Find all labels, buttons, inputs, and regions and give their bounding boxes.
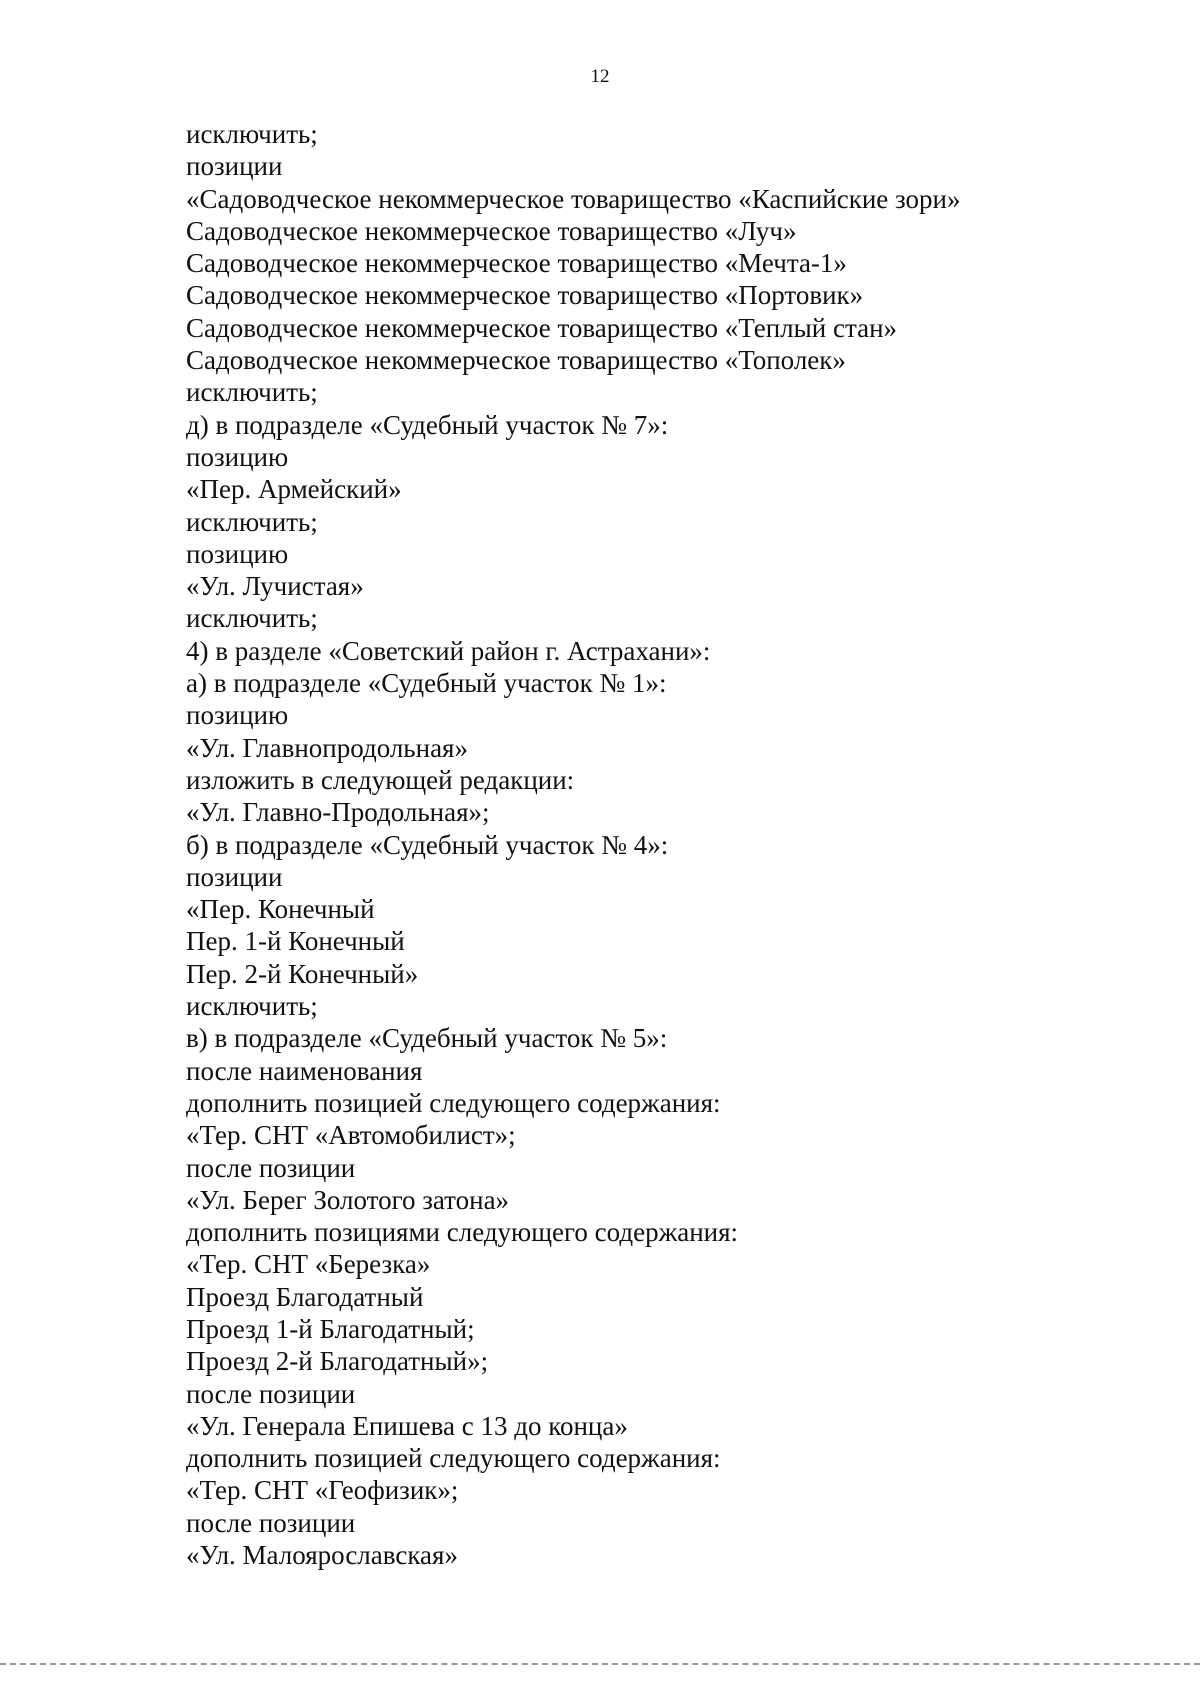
text-line: а) в подразделе «Судебный участок № 1»: — [186, 668, 667, 699]
text-line: «Ул. Лучистая» — [186, 571, 364, 602]
text-line: дополнить позицией следующего содержания: — [186, 1443, 721, 1474]
text-line: Садоводческое некоммерческое товарищество «Тополек» — [186, 345, 846, 376]
text-line: позиции — [186, 861, 283, 892]
text-line: после позиции — [186, 1507, 356, 1538]
scan-edge-rule — [0, 1663, 1200, 1665]
text-line: Проезд 1-й Благодатный; — [186, 1313, 475, 1344]
text-line: исключить; — [186, 991, 318, 1022]
text-line: «Тер. СНТ «Геофизик»; — [186, 1475, 459, 1506]
text-line: б) в подразделе «Судебный участок № 4»: — [186, 829, 669, 860]
text-line: «Ул. Малоярославская» — [186, 1540, 458, 1571]
text-line: Проезд Благодатный — [186, 1281, 424, 1312]
text-line: «Тер. СНТ «Автомобилист»; — [186, 1120, 516, 1151]
text-line: исключить; — [186, 377, 318, 408]
text-line: Проезд 2-й Благодатный»; — [186, 1346, 489, 1377]
text-line: «Ул. Берег Золотого затона» — [186, 1184, 510, 1215]
text-line: исключить; — [186, 603, 318, 634]
text-line: позицию — [186, 700, 289, 731]
text-line: в) в подразделе «Судебный участок № 5»: — [186, 1023, 668, 1054]
text-line: «Ул. Главнопродольная» — [186, 732, 468, 763]
text-line: исключить; — [186, 506, 318, 537]
text-line: «Пер. Армейский» — [186, 474, 402, 505]
text-line: «Ул. Главно-Продольная»; — [186, 797, 490, 828]
text-line: после позиции — [186, 1378, 356, 1409]
text-line: Садоводческое некоммерческое товарищество «Луч» — [186, 215, 797, 246]
text-line: «Садоводческое некоммерческое товарищество «Каспийские зори» — [186, 183, 961, 214]
text-line: Садоводческое некоммерческое товарищество «Мечта-1» — [186, 248, 847, 279]
text-line: 4) в разделе «Советский район г. Астрахани»: — [186, 635, 711, 666]
text-line: «Ул. Генерала Епишева с 13 до конца» — [186, 1410, 628, 1441]
text-line: «Пер. Конечный — [186, 894, 375, 925]
text-line: Пер. 1-й Конечный — [186, 926, 405, 957]
text-line: Садоводческое некоммерческое товарищество «Портовик» — [186, 280, 864, 311]
page-number: 12 — [590, 66, 610, 87]
text-line: Садоводческое некоммерческое товарищество «Теплый стан» — [186, 312, 898, 343]
text-line: позицию — [186, 441, 289, 472]
text-line: позиции — [186, 151, 283, 182]
text-line: Пер. 2-й Конечный» — [186, 958, 419, 989]
text-line: дополнить позицией следующего содержания: — [186, 1087, 721, 1118]
text-line: позицию — [186, 538, 289, 569]
text-line: «Тер. СНТ «Березка» — [186, 1249, 431, 1280]
text-line: после позиции — [186, 1152, 356, 1183]
text-line: изложить в следующей редакции: — [186, 764, 575, 795]
text-line: после наименования — [186, 1055, 423, 1086]
text-line: д) в подразделе «Судебный участок № 7»: — [186, 409, 669, 440]
document-body — [186, 118, 1086, 1571]
text-line: исключить; — [186, 119, 318, 149]
text-line: дополнить позициями следующего содержания: — [186, 1217, 739, 1248]
